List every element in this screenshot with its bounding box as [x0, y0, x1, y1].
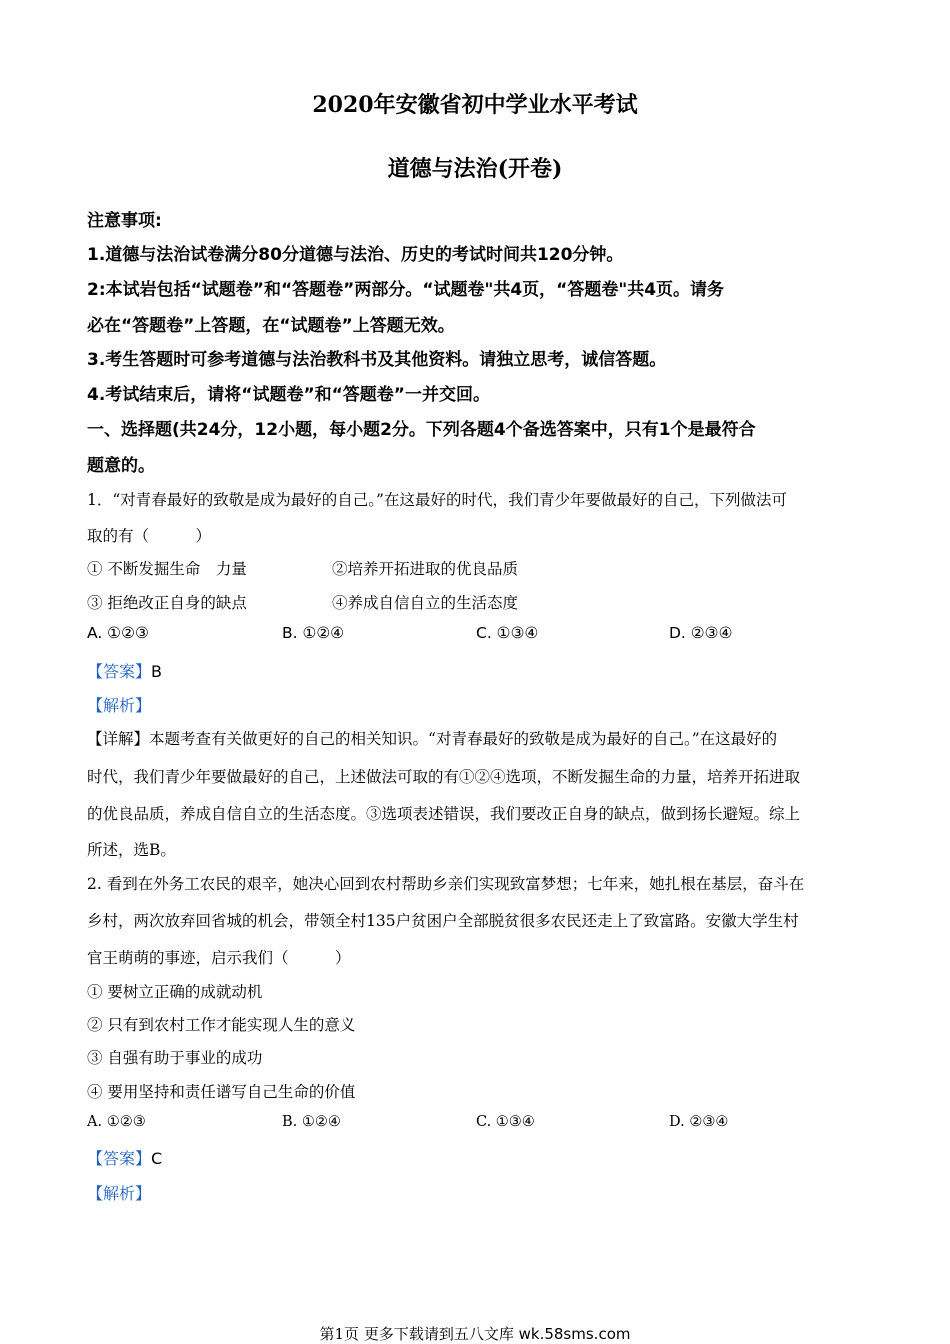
q2-stem: 2. 看到在外务工农民的艰辛，她决心回到农村帮助乡亲们实现致富梦想；七年来，她扎根在基层，奋斗在: [87, 875, 805, 893]
q1-answer: [87, 659, 162, 682]
exam-subtitle: 道德与法治(开卷): [387, 156, 563, 182]
section-heading: 一、选择题(共24分，12小题，每小题2分。下列各题4个备选答案中，只有1个是最符合: [87, 420, 756, 440]
q1-analysis-tag: 【解析】: [87, 696, 152, 715]
q2-analysis-tag: 【解析】: [87, 1184, 152, 1203]
q2-stem-cont: 乡村，两次放弃回省城的机会，带领全村135户贫困户全部脱贫很多农民还走上了致富路。安徽大学生村: [87, 912, 799, 930]
answer-value: C: [151, 1149, 163, 1168]
q1-option-c: C. ①③④: [476, 624, 539, 642]
q1-detail-line: 所述，选B。: [87, 841, 176, 859]
note-item: 2:本试岩包括“试题卷”和“答题卷”两部分。“试题卷"共4页，“答题卷"共4页。请务: [87, 280, 725, 300]
section-heading-cont: 题意的。: [87, 456, 155, 476]
q1-statement: ① 不断发掘生命 力量: [87, 560, 247, 578]
q2-answer: [87, 1146, 162, 1169]
answer-tag: 【答案】: [87, 662, 152, 681]
page-footer: [0, 1323, 950, 1344]
footer-text: 第1页 更多下载请到五八文库: [319, 1325, 514, 1343]
note-item: 必在“答题卷”上答题，在“试题卷”上答题无效。: [87, 316, 455, 336]
q1-detail-line: 时代，我们青少年要做最好的自己，上述做法可取的有①②④选项，不断发掘生命的力量，培养开拓进取: [87, 768, 801, 786]
q2-statement: ② 只有到农村工作才能实现人生的意义: [87, 1016, 356, 1034]
q1-option-a: A. ①②③: [87, 624, 149, 642]
q2-option-a: A. ①②③: [87, 1114, 146, 1130]
exam-title: 2020年安徽省初中学业水平考试: [312, 92, 638, 118]
q1-stem-cont: 取的有（ ）: [87, 527, 212, 545]
q2-statement: ③ 自强有助于事业的成功: [87, 1049, 263, 1067]
q2-option-b: B. ①②④: [282, 1114, 341, 1130]
note-item: 3.考生答题时可参考道德与法治教科书及其他资料。请独立思考，诚信答题。: [87, 350, 667, 370]
q1-detail: [87, 727, 777, 749]
q2-statement: ① 要树立正确的成就动机: [87, 983, 263, 1001]
note-item: 4.考试结束后，请将“试题卷”和“答题卷”一并交回。: [87, 385, 490, 405]
q1-option-d: D. ②③④: [669, 624, 733, 642]
note-item: 1.道德与法治试卷满分80分道德与法治、历史的考试时间共120分钟。: [87, 245, 624, 265]
q1-statement: ④养成自信自立的生活态度: [332, 594, 519, 612]
q2-stem-cont: 官王萌萌的事迹，启示我们（ ）: [87, 949, 351, 967]
q1-statement: ②培养开拓进取的优良品质: [332, 560, 519, 578]
q1-statement: ③ 拒绝改正自身的缺点: [87, 594, 247, 612]
answer-tag: 【答案】: [87, 1149, 152, 1168]
q2-option-c: C. ①③④: [476, 1114, 535, 1130]
detail-tag: 【详解】: [87, 730, 150, 748]
footer-link[interactable]: wk.58sms.com: [518, 1325, 631, 1343]
q2-statement: ④ 要用坚持和责任谱写自己生命的价值: [87, 1083, 356, 1101]
q2-option-d: D. ②③④: [669, 1114, 729, 1130]
q1-option-b: B. ①②④: [282, 624, 345, 642]
detail-text: 本题考查有关做更好的自己的相关知识。“对青春最好的致敬是成为最好的自己。”在这最好的: [149, 730, 778, 748]
answer-value: B: [151, 662, 162, 681]
q1-detail-line: 的优良品质，养成自信自立的生活态度。③选项表述错误，我们要改正自身的缺点，做到扬长避短。综上: [87, 805, 801, 823]
notes-heading: 注意事项:: [87, 211, 162, 231]
q1-stem: 1．“对青春最好的致敬是成为最好的自己。”在这最好的时代，我们青少年要做最好的自己，下列做法可: [87, 491, 787, 509]
